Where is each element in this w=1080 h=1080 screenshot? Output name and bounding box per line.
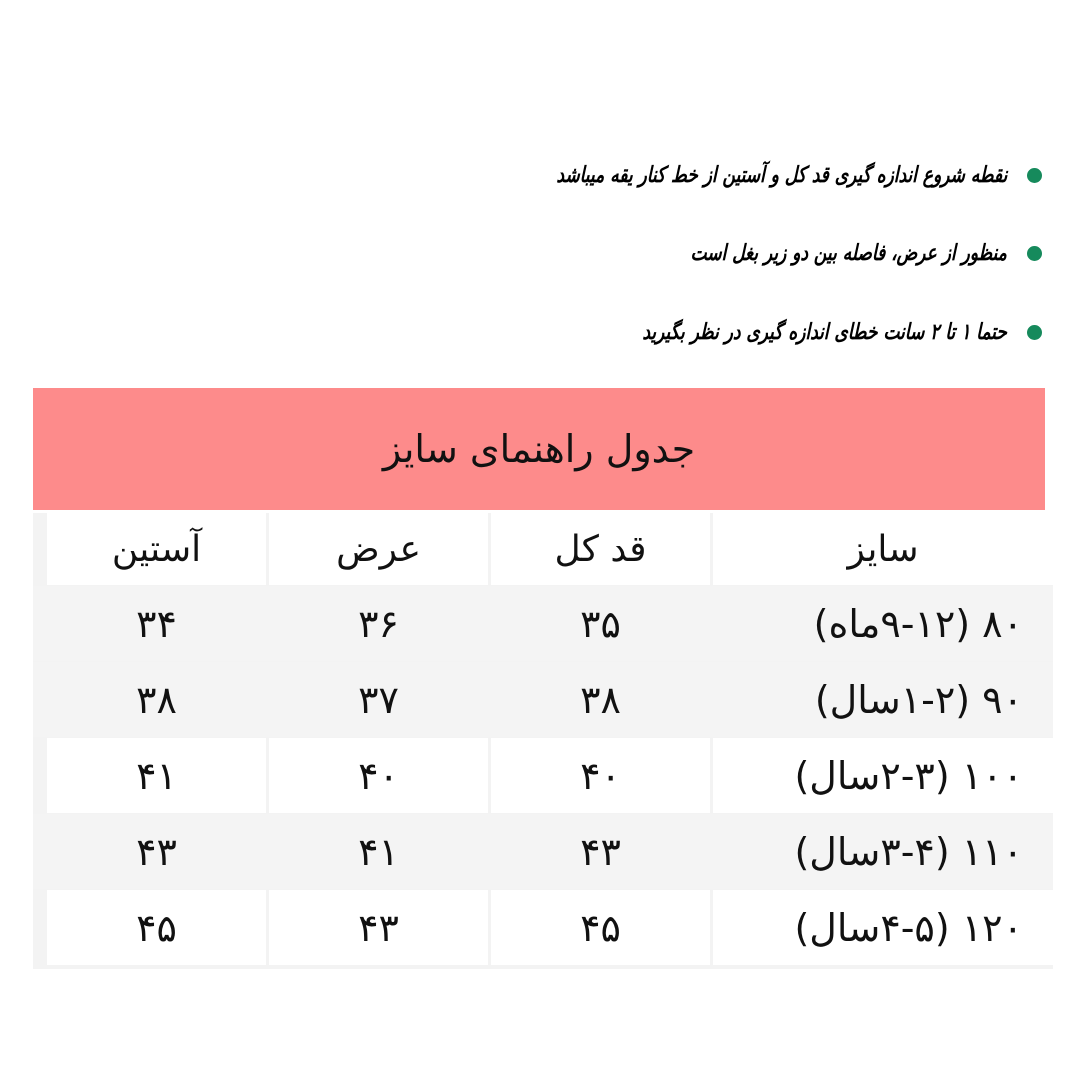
table-row	[33, 890, 1053, 965]
table-row	[33, 814, 1053, 889]
cell-length: ۴۰	[491, 738, 710, 813]
cell-width: ۳۷	[358, 677, 399, 722]
header-width: عرض	[269, 513, 488, 585]
cell-width: ۳۶	[358, 601, 399, 646]
table-header-row	[33, 513, 1053, 585]
cell-size: ۸۰ (۹-۱۲ماه)	[813, 601, 1023, 646]
cell-size: ۱۱۰ (۳-۴سال)	[794, 829, 1023, 874]
header-length: قد کل	[491, 513, 710, 585]
note-item	[270, 227, 1030, 281]
cell-sleeve: ۴۱	[47, 738, 266, 813]
cell-width: ۴۰	[269, 738, 488, 813]
cell-size: ۱۰۰ (۲-۳سال)	[713, 738, 1053, 813]
cell-sleeve: ۴۳	[136, 829, 177, 874]
note-text: حتما ۱ تا ۲ سانت خطای اندازه گیری در نظر بگیرید	[642, 319, 1007, 345]
table-row	[33, 586, 1053, 661]
cell-sleeve: ۳۸	[136, 677, 177, 722]
cell-width: ۴۱	[358, 829, 399, 874]
size-chart-table	[33, 388, 1053, 969]
note-item	[270, 148, 1030, 202]
cell-width: ۴۳	[269, 890, 488, 965]
header-sleeve: آستین	[47, 513, 266, 585]
note-item	[270, 305, 1030, 359]
cell-sleeve: ۳۴	[136, 601, 177, 646]
cell-length: ۴۵	[491, 890, 710, 965]
cell-length: ۳۵	[580, 601, 621, 646]
table-title: جدول راهنمای سایز	[33, 388, 1045, 510]
header-size: سایز	[713, 513, 1053, 585]
cell-sleeve: ۴۵	[47, 890, 266, 965]
size-grid	[33, 513, 1053, 969]
cell-length: ۴۳	[580, 829, 621, 874]
cell-length: ۳۸	[580, 677, 621, 722]
bullet-dot-icon	[1027, 246, 1042, 261]
note-text: نقطه شروع اندازه گیری قد کل و آستین از خط کنار یقه میباشد	[556, 162, 1007, 188]
measurement-notes	[270, 148, 1030, 384]
cell-size: ۹۰ (۱-۲سال)	[814, 677, 1023, 722]
bullet-dot-icon	[1027, 325, 1042, 340]
cell-size: ۱۲۰ (۴-۵سال)	[713, 890, 1053, 965]
bullet-dot-icon	[1027, 168, 1042, 183]
table-row	[33, 662, 1053, 737]
table-row	[33, 738, 1053, 813]
note-text: منظور از عرض، فاصله بین دو زیر بغل است	[690, 241, 1007, 266]
